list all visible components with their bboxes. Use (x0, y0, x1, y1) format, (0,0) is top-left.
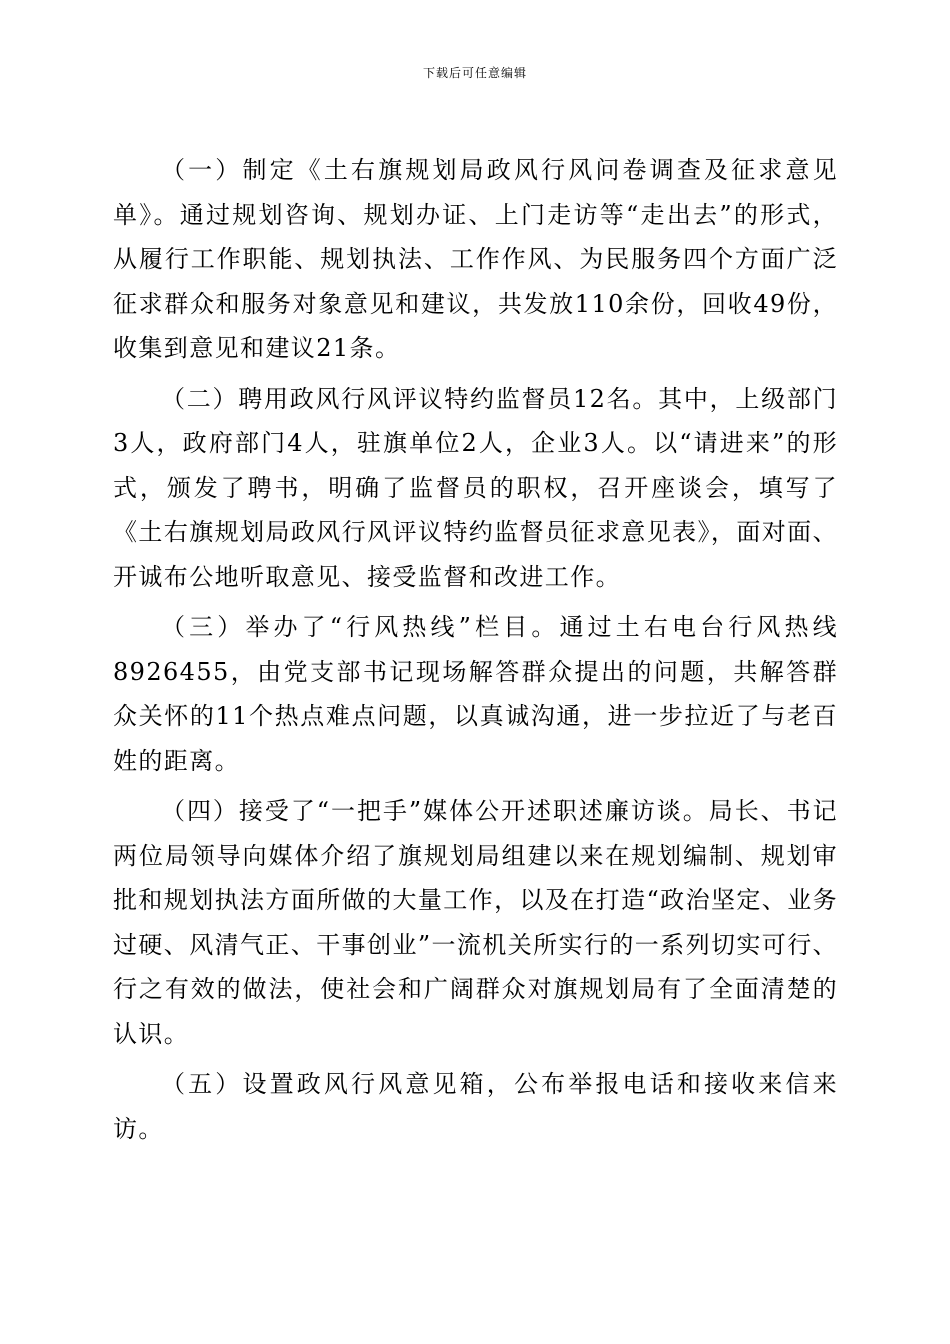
page-header: 下载后可任意编辑 (422, 66, 527, 80)
paragraph-5: （五）设置政风行风意见箱，公布举报电话和接收来信来访。 (113, 1070, 838, 1143)
document-body (113, 148, 838, 1157)
paragraph-3: （三）举办了“行风热线”栏目。通过土右电台行风热线8926455，由党支部书记现场解答群众提出的问题，共解答群众关怀的11个热点难点问题，以真诚沟通，进一步拉近了与老百姓的距离。 (113, 613, 838, 775)
paragraph-4: （四）接受了“一把手”媒体公开述职述廉访谈。局长、书记两位局领导向媒体介绍了旗规划局组建以来在规划编制、规划审批和规划执法方面所做的大量工作，以及在打造“政治坚定、业务过硬、风清气正、干事创业”一流机关所实行的一系列切实可行、行之有效的做法，使社会和广阔群众对旗规划局有了全面清楚的认识。 (113, 797, 838, 1048)
paragraph-2: （二）聘用政风行风评议特约监督员12名。其中，上级部门3人，政府部门4人，驻旗单位2人，企业3人。以“请进来”的形式，颁发了聘书，明确了监督员的职权，召开座谈会，填写了《土右旗规划局政风行风评议特约监督员征求意见表》，面对面、开诚布公地听取意见、接受监督和改进工作。 (113, 384, 838, 591)
paragraph-1: （一）制定《土右旗规划局政风行风问卷调查及征求意见单》。通过规划咨询、规划办证、上门走访等“走出去”的形式，从履行工作职能、规划执法、工作作风、为民服务四个方面广泛征求群众和服务对象意见和建议，共发放110余份，回收49份，收集到意见和建议21条。 (113, 156, 838, 362)
